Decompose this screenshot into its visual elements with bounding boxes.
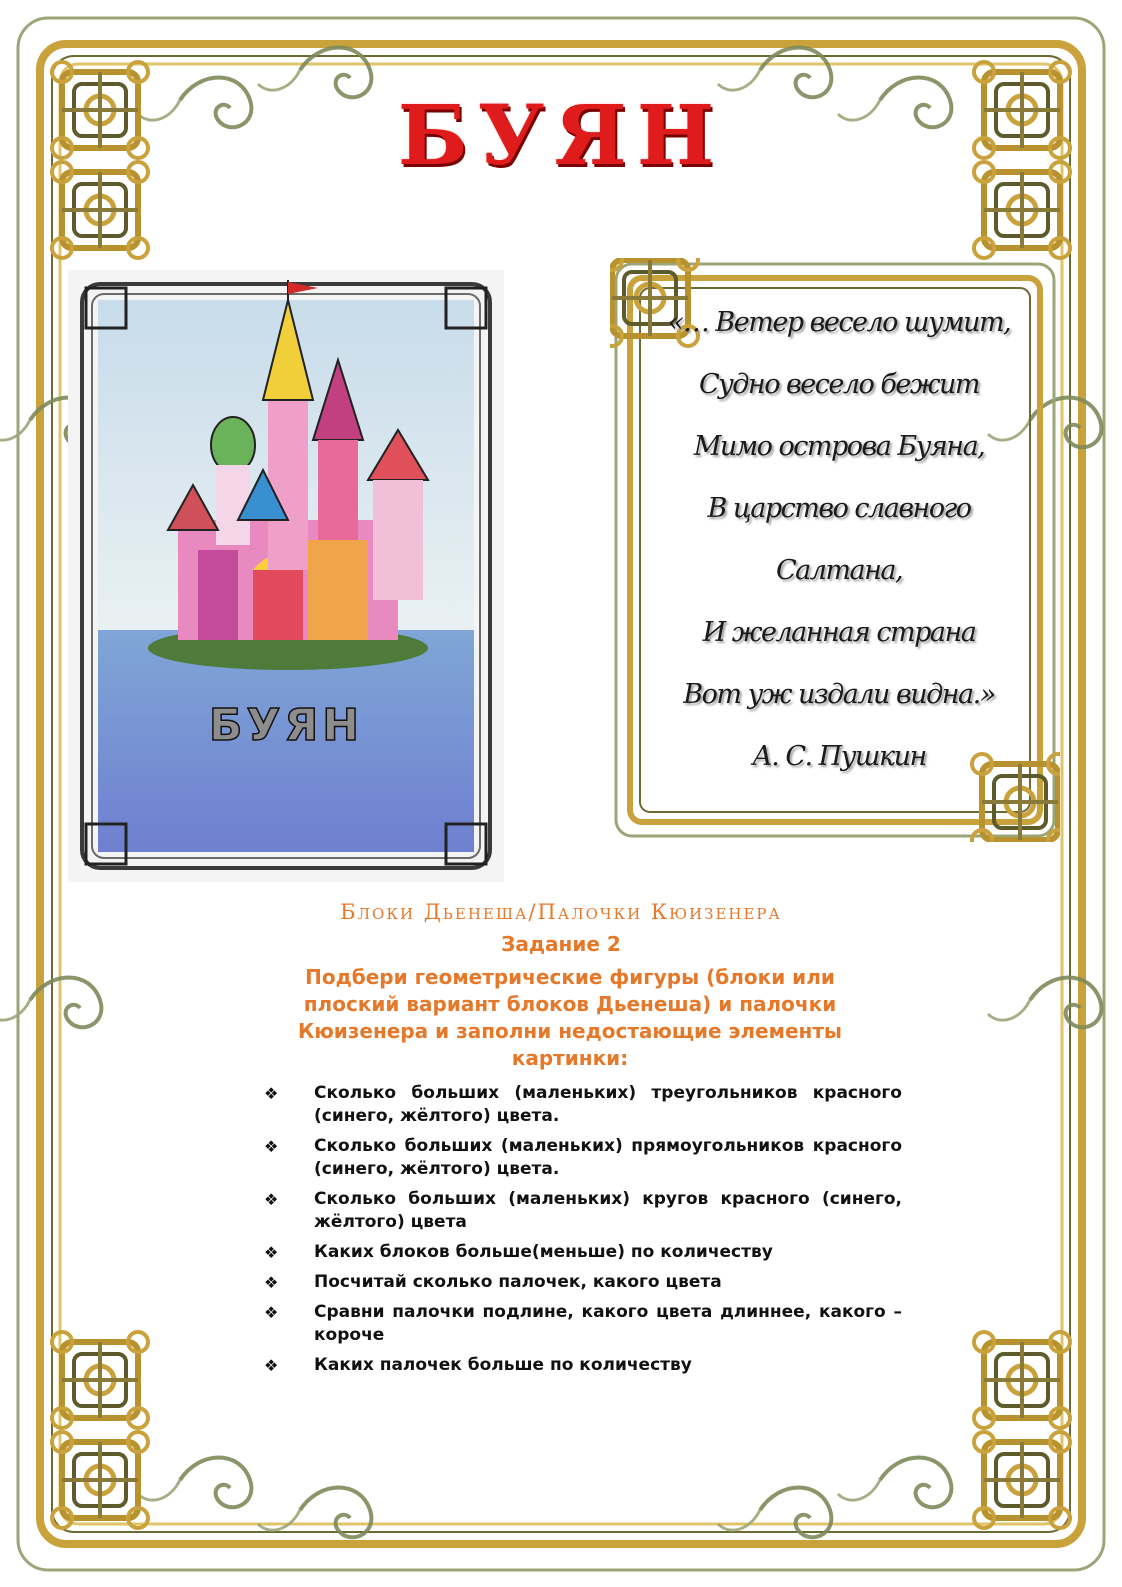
- question-list: [262, 1082, 902, 1384]
- list-item: [262, 1271, 902, 1294]
- task-topic: Блоки Дьенеша/Палочки Кюизенера: [340, 900, 782, 924]
- question-text: Сколько больших (маленьких) кругов красного (синего, жёлтого) цвета: [314, 1189, 902, 1232]
- poem-author: А. С. Пушкин: [752, 741, 926, 772]
- diamond-bullet-icon: ❖: [264, 1190, 279, 1209]
- list-item: [262, 1188, 902, 1234]
- poem-line: И желанная страна: [702, 617, 976, 648]
- diamond-bullet-icon: ❖: [264, 1356, 279, 1375]
- diamond-bullet-icon: ❖: [264, 1273, 279, 1292]
- question-text: Каких блоков больше(меньше) по количеству: [314, 1242, 773, 1262]
- poem-line: В царство славного: [707, 493, 971, 524]
- castle-island-painting: [68, 270, 504, 882]
- poem-text: [640, 292, 1038, 788]
- poem-line: Салтана,: [775, 555, 903, 586]
- diamond-bullet-icon: ❖: [264, 1303, 279, 1322]
- poem-line: Судно весело бежит: [698, 369, 980, 400]
- question-text: Каких палочек больше по количеству: [314, 1355, 692, 1375]
- diamond-bullet-icon: ❖: [264, 1243, 279, 1262]
- poem-line: Вот уж издали видна.»: [683, 679, 995, 710]
- list-item: [262, 1354, 902, 1377]
- poem-line: Мимо острова Буяна,: [693, 431, 985, 462]
- question-text: Посчитай сколько палочек, какого цвета: [314, 1272, 722, 1292]
- task-description: Подбери геометрические фигуры (блоки или плоский вариант блоков Дьенеша) и палочки Кюизенера и заполни недостающие элементы картинки:: [297, 965, 843, 1070]
- diamond-bullet-icon: ❖: [264, 1137, 279, 1156]
- question-text: Сколько больших (маленьких) треугольников красного (синего, жёлтого) цвета.: [314, 1083, 902, 1126]
- list-item: [262, 1301, 902, 1347]
- page-title: БУЯН: [397, 88, 725, 184]
- poem-line: «… Ветер весело шумит,: [667, 307, 1011, 338]
- question-text: Сколько больших (маленьких) прямоугольников красного (синего, жёлтого) цвета.: [314, 1136, 902, 1179]
- diamond-bullet-icon: ❖: [264, 1084, 279, 1103]
- list-item: [262, 1135, 902, 1181]
- list-item: [262, 1082, 902, 1128]
- illustration-caption: БУЯН: [208, 700, 364, 751]
- list-item: [262, 1241, 902, 1264]
- task-number: Задание 2: [501, 932, 621, 956]
- question-text: Сравни палочки подлине, какого цвета длиннее, какого – короче: [314, 1302, 902, 1345]
